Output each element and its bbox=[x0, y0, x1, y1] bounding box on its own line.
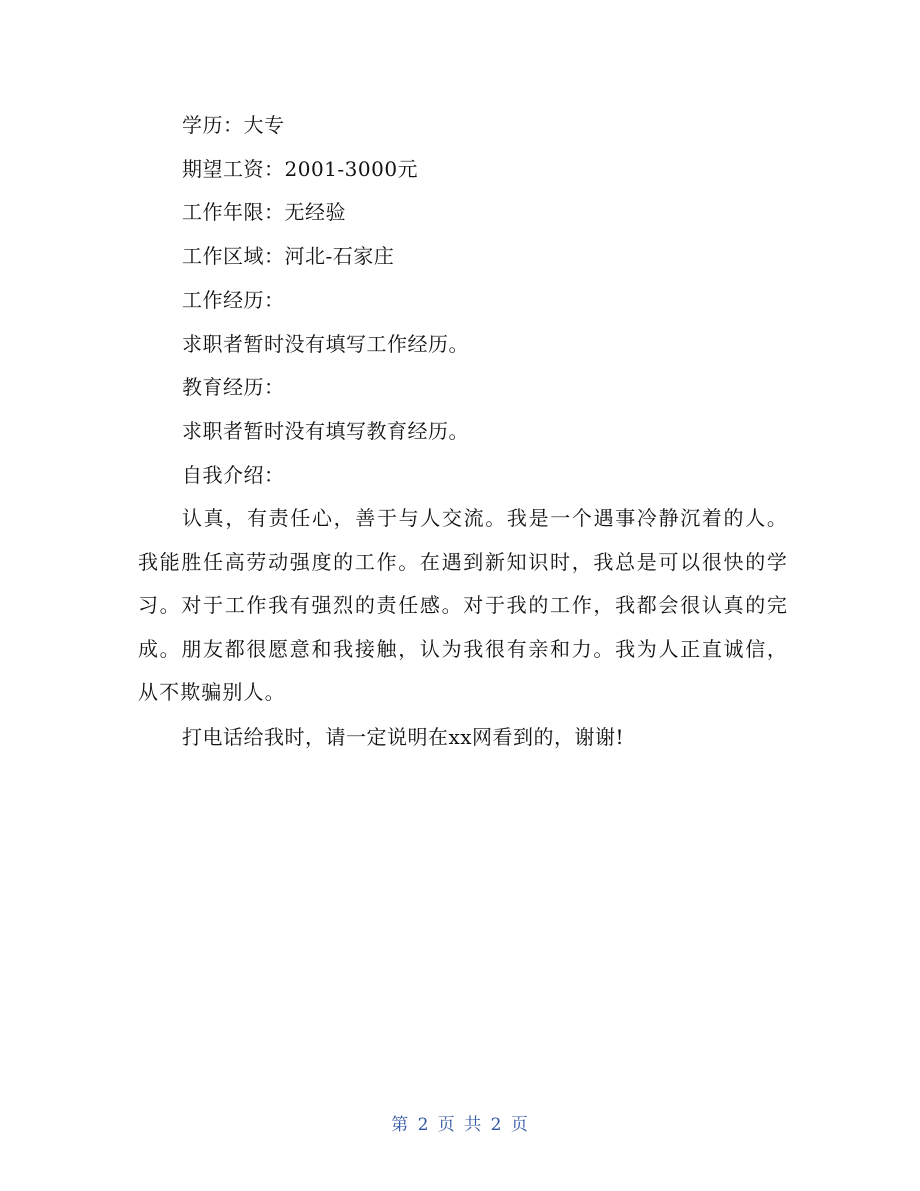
total-prefix: 共 bbox=[464, 1115, 483, 1135]
total-word: 页 bbox=[510, 1115, 529, 1135]
current-page-number: 2 bbox=[417, 1115, 430, 1135]
page-prefix: 第 bbox=[391, 1115, 410, 1135]
work-experience-heading: 工作经历： bbox=[182, 288, 285, 312]
work-region-line: 工作区域：河北-石家庄 bbox=[182, 244, 395, 268]
work-years-line: 工作年限：无经验 bbox=[182, 200, 346, 224]
page-footer bbox=[0, 1114, 920, 1136]
work-experience-text: 求职者暂时没有填写工作经历。 bbox=[182, 332, 469, 356]
contact-note: 打电话给我时，请一定说明在xx网看到的，谢谢! bbox=[182, 725, 625, 749]
page-word: 页 bbox=[437, 1115, 456, 1135]
expected-salary-line: 期望工资：2001-3000元 bbox=[182, 157, 419, 181]
self-intro-paragraph: 认真，有责任心，善于与人交流。我是一个遇事冷静沉着的人。我能胜任高劳动强度的工作。在遇到新知识时，我总是可以很快的学习。对于工作我有强烈的责任感。对于我的工作，我都会很认真的完成。朋友都很愿意和我接触，认为我很有亲和力。我为人正直诚信，从不欺骗别人。 bbox=[138, 506, 788, 704]
education-text: 求职者暂时没有填写教育经历。 bbox=[182, 419, 469, 443]
total-pages-number: 2 bbox=[490, 1115, 503, 1135]
education-level-line: 学历：大专 bbox=[182, 113, 285, 137]
self-intro-heading: 自我介绍： bbox=[182, 463, 285, 487]
education-heading: 教育经历： bbox=[182, 375, 285, 399]
